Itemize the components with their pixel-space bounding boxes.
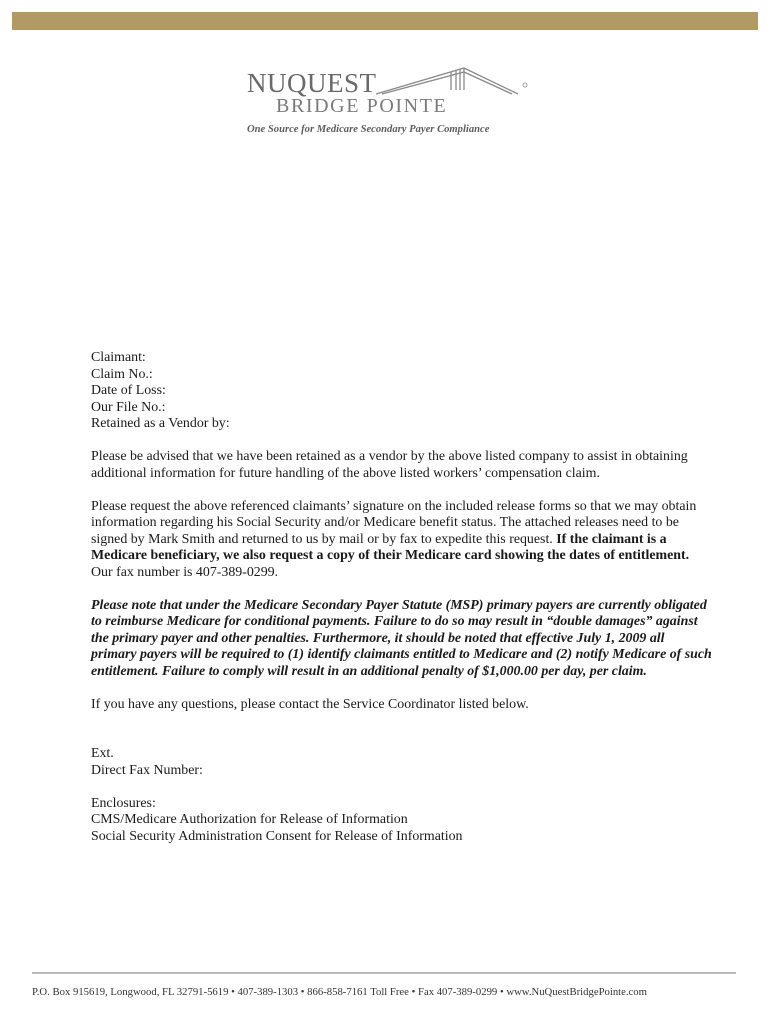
questions-line: If you have any questions, please contact the Service Coordinator listed below. (91, 696, 529, 712)
paragraph-2-line-1: Please request the above referenced claimants’ signature on the included release forms so that we may obtain (91, 498, 697, 514)
company-logo (246, 64, 536, 124)
paragraph-2-line-5: Our fax number is 407-389-0299. (91, 564, 279, 580)
company-tagline: One Source for Medicare Secondary Payer Compliance (247, 124, 490, 135)
footer-divider (32, 972, 736, 974)
msp-notice-line-2: to reimburse Medicare for conditional payments. Failure to do so may result in “double damages” against (91, 614, 698, 629)
paragraph-2-line-2: information regarding his Social Security and/or Medicare benefit status. The attached releases need to be (91, 515, 679, 530)
field-claim-no: Claim No.: (91, 366, 153, 382)
enclosure-item: Social Security Administration Consent for Release of Information (91, 828, 463, 844)
paragraph-2-line-3-bold: If the claimant is a (556, 531, 667, 547)
enclosure-item: CMS/Medicare Authorization for Release of Information (91, 812, 408, 827)
direct-fax-line: Direct Fax Number: (91, 762, 203, 778)
enclosures-label: Enclosures: (91, 795, 156, 811)
header-accent-bar (12, 12, 758, 30)
paragraph-2-line-3-normal: signed by Mark Smith and returned to us by mail or by fax to expedite this request. (91, 531, 557, 547)
msp-notice-line-5: entitlement. Failure to comply will result in an additional penalty of $1,000.00 per day, per claim. (91, 663, 647, 679)
logo-line-1: NUQUEST (247, 68, 377, 98)
msp-notice-line-4: primary payers will be required to (1) identify claimants entitled to Medicare and (2) notify Medicare of such (91, 647, 712, 662)
paragraph-2-line-4: Medicare beneficiary, we also request a copy of their Medicare card showing the dates of entitlement. (91, 548, 690, 563)
field-our-file-no: Our File No.: (91, 399, 166, 415)
letter-body (91, 350, 721, 845)
paragraph-1-line-2: additional information for future handling of the above listed workers’ compensation claim. (91, 465, 600, 481)
field-date-of-loss: Date of Loss: (91, 383, 166, 398)
msp-notice-line-1: Please note that under the Medicare Secondary Payer Statute (MSP) primary payers are currently obligated (91, 597, 707, 613)
footer-contact: P.O. Box 915619, Longwood, FL 32791-5619 • 407-389-1303 • 866-858-7161 Toll Free • Fax 407-389-0299 • www.NuQuestBridgePointe.com (32, 986, 647, 998)
paragraph-2-line-3 (91, 532, 721, 549)
logo-line-2: BRIDGE POINTE (276, 95, 448, 117)
msp-notice-line-3: the primary payer and other penalties. Furthermore, it should be noted that effective July 1, 2009 all (91, 630, 665, 646)
field-claimant: Claimant: (91, 350, 146, 365)
ext-line: Ext. (91, 746, 114, 761)
paragraph-1-line-1: Please be advised that we have been retained as a vendor by the above listed company to assist in obtaining (91, 449, 688, 464)
field-retained-by: Retained as a Vendor by: (91, 416, 230, 431)
